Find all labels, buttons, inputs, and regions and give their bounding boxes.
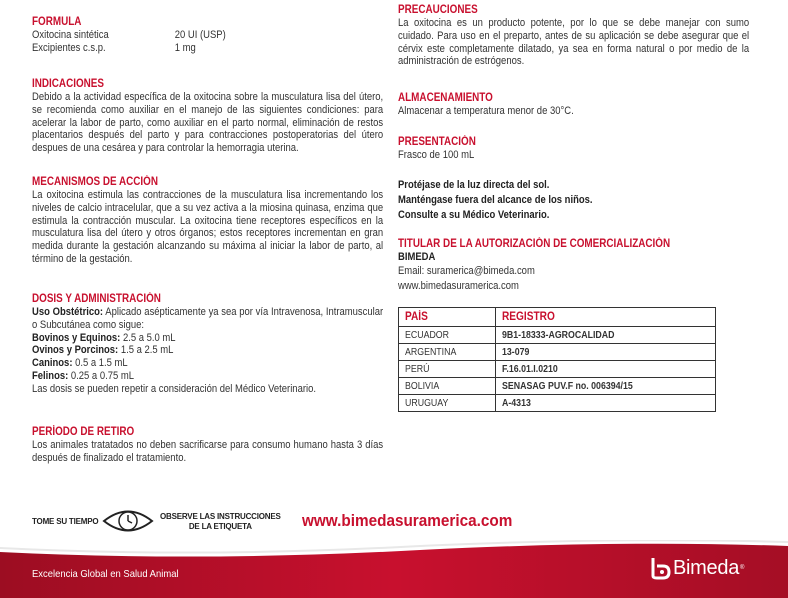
observe-line: OBSERVE LAS INSTRUCCIONES <box>160 512 281 521</box>
bimeda-logo <box>649 556 744 580</box>
registry-value: F.16.01.I.0210 <box>502 363 558 375</box>
warnings-block <box>398 178 750 223</box>
header-label: REGISTRO <box>502 311 555 323</box>
country-value: PERÚ <box>405 363 430 375</box>
indicaciones-title: INDICACIONES <box>32 78 104 90</box>
almacenamiento-text: Almacenar a temperatura menor de 30°C. <box>398 105 574 117</box>
table-row <box>399 395 716 412</box>
formula-ingredient: Oxitocina sintética <box>32 29 109 41</box>
country-value: ARGENTINA <box>405 346 457 358</box>
formula-amount: 1 mg <box>174 41 196 54</box>
table-row <box>399 361 716 378</box>
observe-instructions <box>160 512 281 531</box>
warning-line: Consulte a su Médico Veterinario. <box>398 209 550 221</box>
formula-section <box>32 16 384 55</box>
species-label: Caninos: <box>32 357 73 370</box>
retiro-text: Los animales tratatados no deben sacrificarse para consumo humano hasta 3 días después de finalizado el tratamiento. <box>32 439 384 464</box>
species-label: Felinos: <box>32 369 69 382</box>
bimeda-logo-icon <box>649 556 671 580</box>
retiro-section <box>32 426 384 465</box>
header-registry <box>496 308 716 327</box>
precauciones-text: La oxitocina es un producto potente, por lo que se debe manejar con sumo cuidado. Para uso en el preparto, antes de su aplicación se debe asegurar que el cérvix este completamente dilatado, ya sea en forma natural o por medio de la administración de estrógenos. <box>398 17 750 68</box>
registry-value: A-4313 <box>502 397 531 409</box>
dosis-species <box>32 332 383 345</box>
indicaciones-text: Debido a la actividad específica de la oxitocina sobre la musculatura lisa del útero, se recomienda como auxiliar en el manejo de las siguientes condiciones: para acelerar la labor de parto, como auxiliar en el parto normal, eliminación de restos placentarios después del parto y para contracciones postoperatorias del útero despues de una cesárea y para controlar la hemorragia uterina. <box>32 91 384 155</box>
mecanismos-title: MECANISMOS DE ACCIÓN <box>32 176 159 188</box>
dosis-species <box>32 344 383 357</box>
species-dose: 1.5 a 2.5 mL <box>118 344 174 357</box>
presentacion-title: PRESENTACIÓN <box>398 136 476 148</box>
table-row <box>399 344 716 361</box>
time-label: TOME SU TIEMPO <box>32 517 99 526</box>
country-value: ECUADOR <box>405 329 450 341</box>
country-value: BOLIVIA <box>405 380 440 392</box>
registration-table <box>398 307 716 412</box>
header-label: PAÍS <box>405 311 428 323</box>
titular-section <box>398 238 750 294</box>
header-country <box>399 308 496 327</box>
eye-icon <box>102 506 154 536</box>
dosis-note: Las dosis se pueden repetir a consideración del Médico Veterinario. <box>32 382 316 395</box>
footer-tagline: Excelencia Global en Salud Animal <box>32 568 179 580</box>
formula-row <box>32 42 335 55</box>
country-cell <box>399 327 496 344</box>
table-row <box>399 378 716 395</box>
formula-ingredient: Excipientes c.s.p. <box>32 41 106 54</box>
dosis-section <box>32 293 384 396</box>
mecanismos-text: La oxitocina estimula las contracciones de la musculatura lisa incrementando los niveles de calcio intracelular, que a su vez activa a la miosina quinasa, enzima que estimula la contracción muscular. La oxitocina tiene receptores específicos en la musculatura lisa del útero y otros órganos; estos receptores incrementan en gran medida durante la gestación alcanzando su máxima al iniciar la labor de parto, al término de la gestación. <box>32 189 384 265</box>
dosis-obstetrico-text: Aplicado asépticamente ya sea por vía Intravenosa, Intramuscular o Subcutánea como sigue: <box>32 306 384 331</box>
dosis-species <box>32 357 383 370</box>
country-value: URUGUAY <box>405 397 449 409</box>
country-cell <box>399 378 496 395</box>
dosis-obstetrico <box>32 306 383 332</box>
presentacion-section <box>398 136 750 162</box>
titular-name: BIMEDA <box>398 251 436 263</box>
registry-value: 9B1-18333-AGROCALIDAD <box>502 329 615 341</box>
country-cell <box>399 395 496 412</box>
almacenamiento-title: ALMACENAMIENTO <box>398 92 493 104</box>
warning-line: Protéjase de la luz directa del sol. <box>398 179 550 191</box>
registry-cell <box>496 327 716 344</box>
registered-mark: ® <box>740 565 745 571</box>
species-label: Ovinos y Porcinos: <box>32 344 119 357</box>
table-header-row <box>399 308 716 327</box>
table-row <box>399 327 716 344</box>
titular-title: TITULAR DE LA AUTORIZACIÓN DE COMERCIALIZACIÓN <box>398 238 671 250</box>
country-cell <box>399 344 496 361</box>
almacenamiento-section <box>398 92 750 118</box>
formula-title: FORMULA <box>32 16 82 28</box>
precauciones-title: PRECAUCIONES <box>398 4 478 16</box>
footer-url-link[interactable]: www.bimedasuramerica.com <box>302 511 513 530</box>
titular-web: www.bimedasuramerica.com <box>398 280 519 292</box>
warning-line: Manténgase fuera del alcance de los niños. <box>398 194 593 206</box>
dosis-species <box>32 370 383 383</box>
registry-cell <box>496 344 716 361</box>
presentacion-text: Frasco de 100 mL <box>398 149 475 161</box>
mecanismos-section <box>32 176 384 266</box>
precauciones-section <box>398 4 750 68</box>
registry-value: 13-079 <box>502 346 530 358</box>
observe-line: DE LA ETIQUETA <box>188 522 252 531</box>
titular-email: Email: suramerica@bimeda.com <box>398 265 535 277</box>
species-dose: 0.25 a 0.75 mL <box>68 369 135 382</box>
brand-name: Bimeda <box>673 556 740 579</box>
formula-amount: 20 UI (USP) <box>174 29 226 41</box>
registry-cell <box>496 378 716 395</box>
formula-row <box>32 29 335 42</box>
species-label: Bovinos y Equinos: <box>32 331 121 344</box>
country-cell <box>399 361 496 378</box>
registry-value: SENASAG PUV.F no. 006394/15 <box>502 380 633 392</box>
registry-cell <box>496 395 716 412</box>
species-dose: 2.5 a 5.0 mL <box>120 331 176 344</box>
indicaciones-section <box>32 78 384 155</box>
retiro-title: PERÍODO DE RETIRO <box>32 426 135 438</box>
dosis-obstetrico-label: Uso Obstétrico: <box>32 306 104 318</box>
registry-cell <box>496 361 716 378</box>
dosis-title: DOSIS Y ADMINISTRACIÓN <box>32 293 161 305</box>
species-dose: 0.5 a 1.5 mL <box>72 357 128 370</box>
